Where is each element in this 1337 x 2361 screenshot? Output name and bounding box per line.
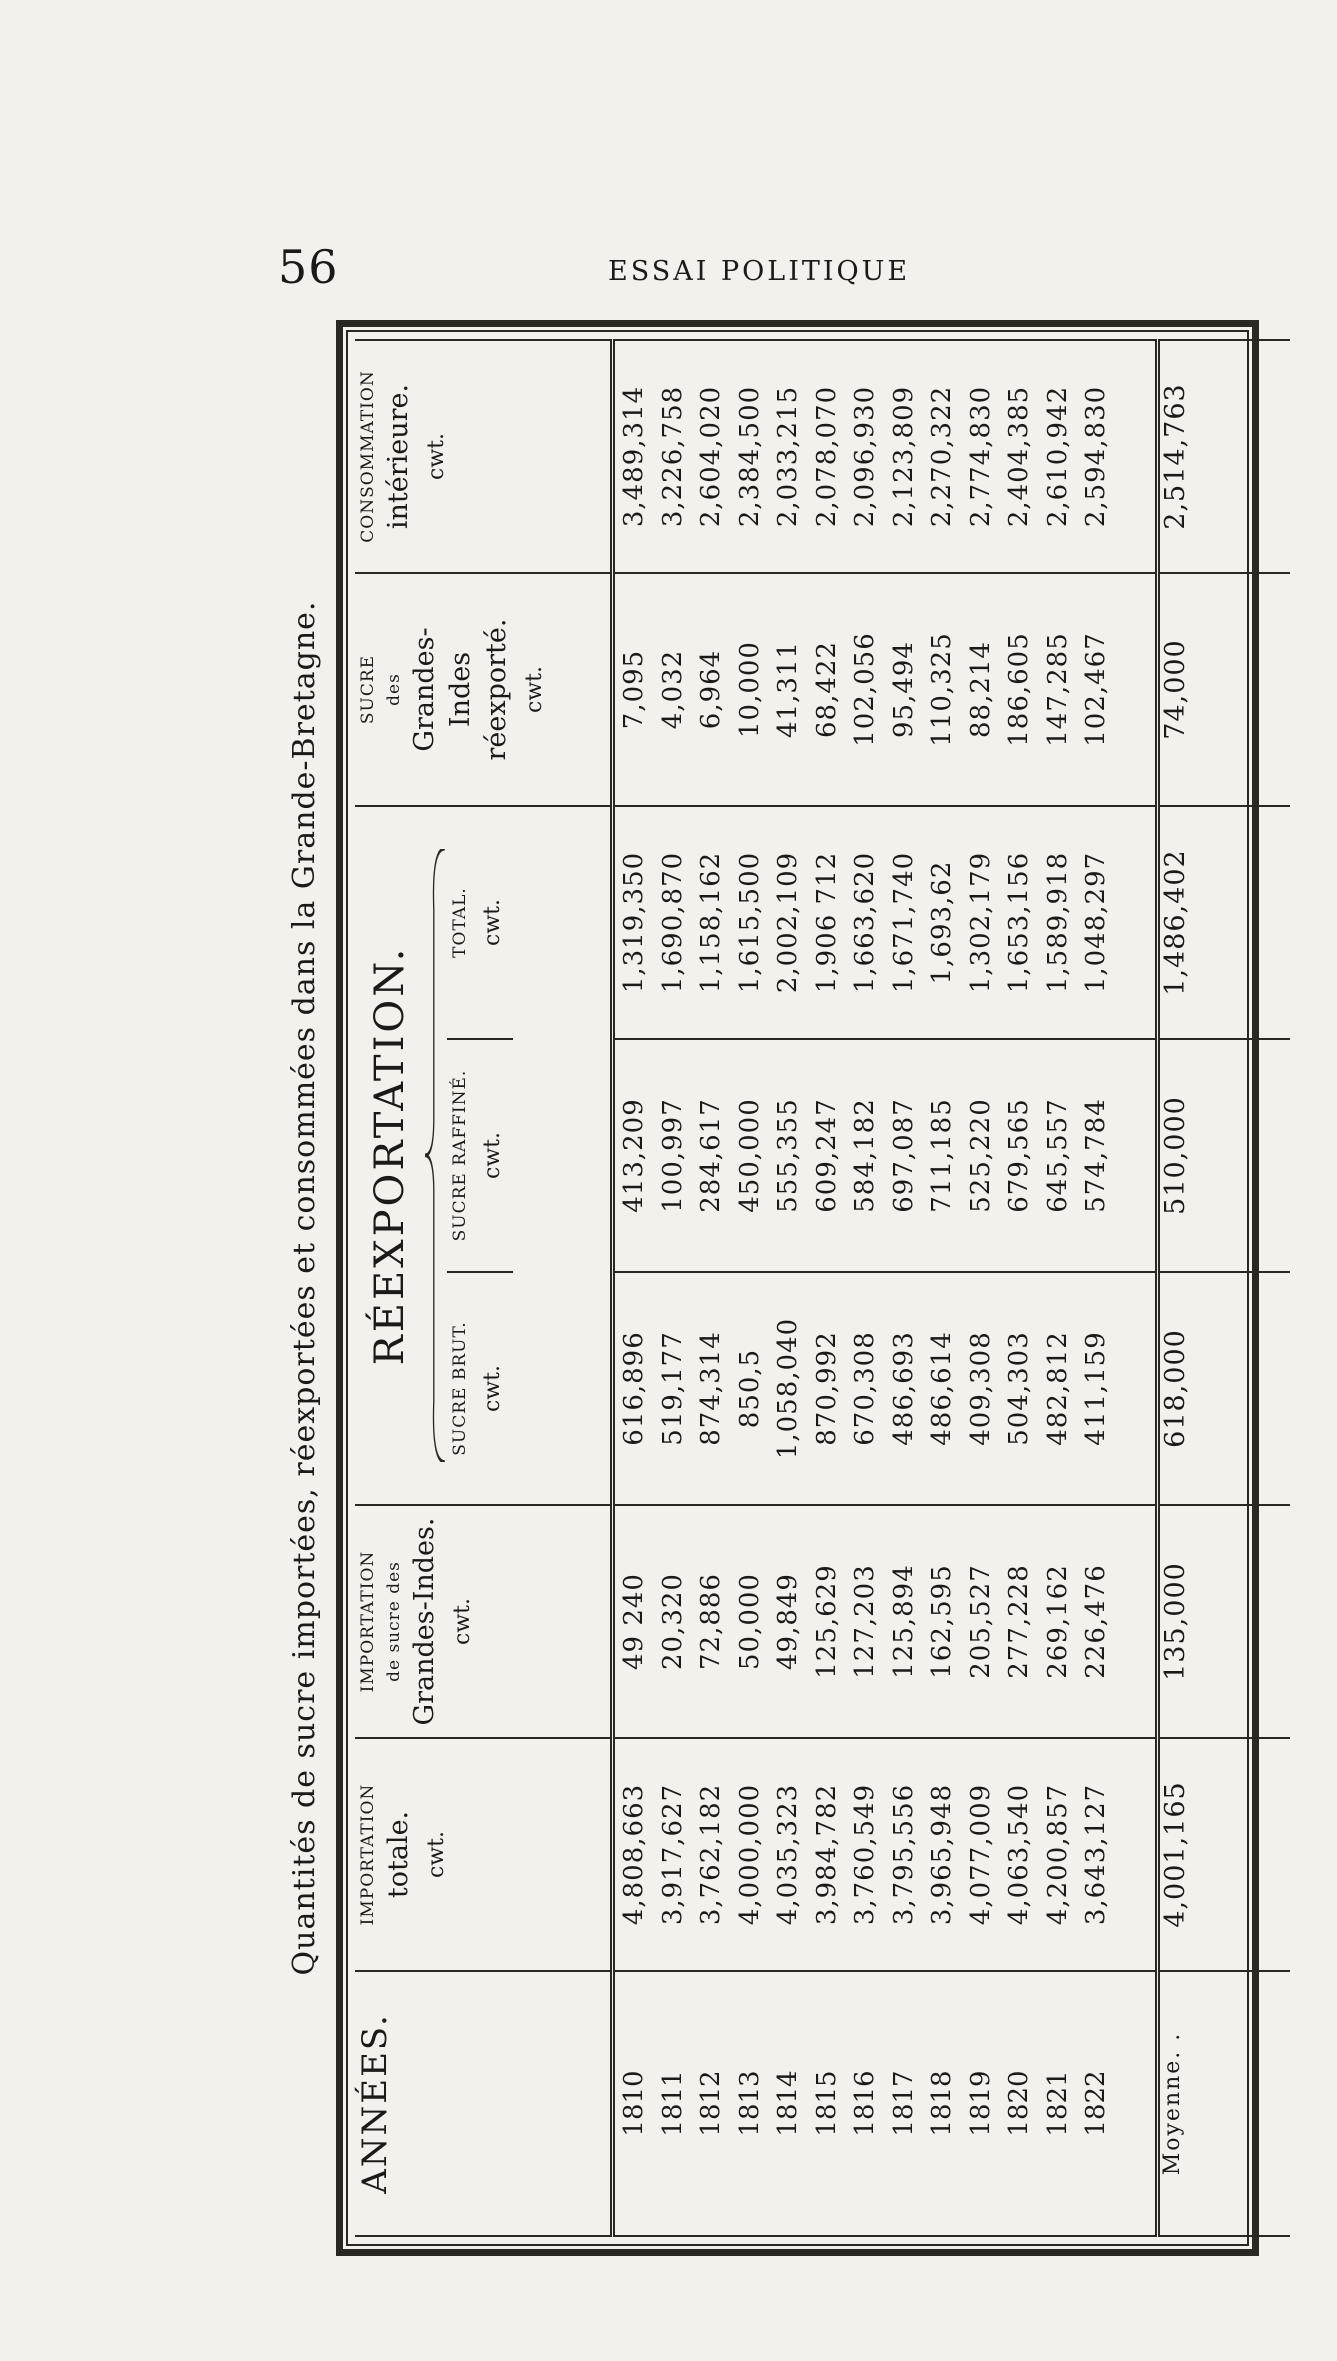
table-cell-value: 4,035,323 (773, 1783, 803, 1926)
table-cell-value: 2,404,385 (1004, 385, 1034, 528)
unit-label: cwt. (522, 666, 547, 713)
table-cell-value: 284,617 (696, 1098, 726, 1213)
avg-value: 510,000 (1160, 1096, 1191, 1215)
import-indes-list (615, 1506, 1116, 1737)
table-cell-value: 4,200,857 (1042, 1783, 1073, 1926)
table-cell-value: 1811 (657, 2070, 688, 2137)
consommation-small: CONSOMMATION (358, 370, 378, 543)
table-cell-value: 411,159 (1081, 1331, 1111, 1446)
table-cell-value: 645,557 (1042, 1098, 1073, 1213)
header-import-totale (355, 1738, 613, 1971)
avg-import-totale (1158, 1738, 1291, 1971)
table-cell-value: 4,032 (657, 649, 688, 730)
table-cell-value: 486,693 (888, 1331, 919, 1446)
table-cell-value: 277,228 (1004, 1564, 1034, 1679)
table-cell-value: 72,886 (696, 1573, 726, 1670)
table-cell-value: 2,774,830 (965, 385, 996, 528)
table-cell-value: 697,087 (888, 1098, 919, 1213)
header-import-indes (355, 1505, 613, 1738)
average-row (1158, 340, 1291, 2236)
table-cell-value: 49,849 (773, 1573, 803, 1670)
table-cell-value: 2,123,809 (888, 385, 919, 528)
table-cell-value: 3,984,782 (811, 1783, 842, 1926)
header-reexportation (355, 806, 613, 1505)
avg-value: 2,514,763 (1160, 383, 1191, 530)
table-cell-value: 7,095 (619, 649, 649, 730)
table-cell-value: 68,422 (811, 641, 842, 738)
table-cell-value: 1,671,740 (888, 851, 919, 994)
sucre-raffine-list (615, 1040, 1116, 1271)
table-cell-value: 49 240 (619, 1573, 649, 1670)
table-cell-value: 519,177 (657, 1331, 688, 1446)
import-indes-cell (613, 1505, 1158, 1738)
table-cell-value: 269,162 (1042, 1564, 1073, 1679)
table-cell-value: 584,182 (850, 1098, 880, 1213)
table-cell-value: 1,653,156 (1004, 851, 1034, 994)
avg-value: 135,000 (1160, 1562, 1191, 1681)
table-cell-value: 3,917,627 (657, 1783, 688, 1926)
table-cell-value: 1819 (965, 2070, 996, 2137)
table-cell-value: 555,355 (773, 1098, 803, 1213)
table-cell-value: 186,605 (1004, 632, 1034, 747)
avg-total (1158, 806, 1291, 1039)
table-cell-value: 1,589,918 (1042, 851, 1073, 994)
table-cell-value: 1,663,620 (850, 851, 880, 994)
annees-label: ANNÉES. (355, 2013, 395, 2194)
table-cell-value: 20,320 (657, 1573, 688, 1670)
unit-label: cwt. (450, 1598, 475, 1645)
table-cell-value: 1,048,297 (1081, 851, 1111, 994)
table-cell-value: 1822 (1081, 2070, 1111, 2137)
table-cell-value: 1817 (888, 2070, 919, 2137)
sucre-raffine-cell (613, 1039, 1158, 1272)
avg-value: 4,001,165 (1160, 1781, 1191, 1928)
avg-label-cell (1158, 1971, 1291, 2236)
table-cell-value: 1814 (773, 2070, 803, 2137)
table-cell-value: 226,476 (1081, 1564, 1111, 1679)
consommation-cell (613, 340, 1158, 573)
table-cell-value: 2,270,322 (927, 385, 957, 528)
table-cell-value: 679,565 (1004, 1098, 1034, 1213)
table-cell-value: 409,308 (965, 1331, 996, 1446)
table-cell-value: 162,595 (927, 1564, 957, 1679)
total-list (615, 807, 1116, 1038)
table-cell-value: 482,812 (1042, 1331, 1073, 1446)
table-cell-value: 41,311 (773, 641, 803, 738)
reexp-indes-small: SUCRE (358, 654, 378, 725)
table-cell-value: 3,489,314 (619, 385, 649, 528)
table-cell-value: 4,063,540 (1004, 1783, 1034, 1926)
avg-value: 618,000 (1160, 1329, 1191, 1448)
table-cell-value: 1820 (1004, 2070, 1034, 2137)
table-cell-value: 2,033,215 (773, 385, 803, 528)
table-cell-value: 609,247 (811, 1098, 842, 1213)
avg-sucre-raffine (1158, 1039, 1291, 1272)
avg-reexp-indes (1158, 573, 1291, 806)
import-totale-big: totale. (383, 1810, 414, 1899)
table-cell-value: 670,308 (850, 1331, 880, 1446)
table-cell-value: 450,000 (734, 1098, 765, 1213)
table-cell-value: 2,604,020 (696, 385, 726, 528)
table-cell-value: 125,629 (811, 1564, 842, 1679)
import-indes-big: Grandes-Indes. (409, 1517, 440, 1726)
table-cell-value: 1,690,870 (657, 851, 688, 994)
table-cell-value: 2,002,109 (773, 851, 803, 994)
avg-value: 74,000 (1160, 639, 1191, 740)
import-totale-cell (613, 1738, 1158, 1971)
avg-value: 1,486,402 (1160, 849, 1191, 996)
table-cell-value: 2,594,830 (1081, 385, 1111, 528)
table-cell-value: 1816 (850, 2070, 880, 2137)
sucre-brut-cell (613, 1272, 1158, 1505)
table-cell-value: 1818 (927, 2070, 957, 2137)
unit-label: cwt. (480, 1365, 505, 1412)
sucre-raffine-label: SUCRE RAFFINÉ. (450, 1069, 470, 1242)
sucre-brut-list (615, 1273, 1116, 1504)
sub-total (447, 807, 513, 1040)
table-cell-value: 525,220 (965, 1098, 996, 1213)
table-cell-value: 100,997 (657, 1098, 688, 1213)
import-totale-small: IMPORTATION (358, 1783, 378, 1926)
consommation-list (615, 341, 1116, 572)
avg-consommation (1158, 340, 1291, 573)
total-cell (613, 806, 1158, 1039)
table-cell-value: 10,000 (734, 641, 765, 738)
table-cell-value: 102,467 (1081, 632, 1111, 747)
table-cell-value: 102,056 (850, 632, 880, 747)
reexp-indes-big3: réexporté. (481, 618, 512, 761)
table-cell-value: 504,303 (1004, 1331, 1034, 1446)
running-head: ESSAI POLITIQUE (608, 256, 911, 287)
reexp-indes-list (615, 574, 1116, 805)
sub-sucre-brut (447, 1273, 513, 1504)
table-cell-value: 2,096,930 (850, 385, 880, 528)
unit-label: cwt. (480, 1132, 505, 1179)
import-indes-small: IMPORTATION (358, 1550, 378, 1693)
brace-icon (425, 849, 447, 1462)
table-cell-value: 874,314 (696, 1331, 726, 1446)
table-cell-value: 1815 (811, 2070, 842, 2137)
unit-label: cwt. (424, 1831, 449, 1878)
sugar-table (355, 339, 1290, 2237)
table-cell-value: 1,058,040 (773, 1317, 803, 1460)
table-cell-value: 4,077,009 (965, 1783, 996, 1926)
unit-label: cwt. (424, 433, 449, 480)
table-cell-value: 2,078,070 (811, 385, 842, 528)
reexp-indes-mid: des (384, 673, 404, 706)
table-cell-value: 6,964 (696, 649, 726, 730)
header-reexp-indes (355, 573, 613, 806)
table-cell-value: 4,808,663 (619, 1783, 649, 1926)
sub-sucre-raffine (447, 1040, 513, 1273)
years-cell (613, 1971, 1158, 2236)
table-cell-value: 870,992 (811, 1331, 842, 1446)
table-cell-value: 4,000,000 (734, 1783, 765, 1926)
table-cell-value: 1813 (734, 2070, 765, 2137)
consommation-big: intérieure. (383, 383, 414, 530)
table-cell-value: 574,784 (1081, 1098, 1111, 1213)
table-cell-value: 711,185 (927, 1098, 957, 1213)
table-cell-value: 1,158,162 (696, 851, 726, 994)
import-indes-mid: de sucre des (384, 1561, 404, 1682)
table-cell-value: 3,760,549 (850, 1783, 880, 1926)
table-cell-value: 1812 (696, 2070, 726, 2137)
table-cell-value: 3,226,758 (657, 385, 688, 528)
average-label: Moyenne. . (1160, 2031, 1185, 2176)
table-cell-value: 3,643,127 (1081, 1783, 1111, 1926)
avg-sucre-brut (1158, 1272, 1291, 1505)
years-list (615, 1972, 1116, 2235)
table-cell-value: 110,325 (927, 632, 957, 747)
table-cell-value: 3,965,948 (927, 1783, 957, 1926)
unit-label: cwt. (480, 899, 505, 946)
table-cell-value: 1821 (1042, 2070, 1073, 2137)
data-row (613, 340, 1158, 2236)
table-cell-value: 3,795,556 (888, 1783, 919, 1926)
table-cell-value: 205,527 (965, 1564, 996, 1679)
table-cell-value: 2,384,500 (734, 385, 765, 528)
table-cell-value: 1,319,350 (619, 851, 649, 994)
reexportation-subheaders (447, 807, 513, 1504)
table-cell-value: 1,693,62 (927, 860, 957, 985)
table-cell-value: 3,762,182 (696, 1783, 726, 1926)
table-cell-value: 127,203 (850, 1564, 880, 1679)
table-cell-value: 616,896 (619, 1331, 649, 1446)
reexp-indes-cell (613, 573, 1158, 806)
table-cell-value: 95,494 (888, 641, 919, 738)
table-cell-value: 88,214 (965, 641, 996, 738)
reexp-indes-big1: Grandes- (409, 627, 440, 752)
table-frame (336, 320, 1259, 2256)
table-cell-value: 1,302,179 (965, 851, 996, 994)
table-cell-value: 147,285 (1042, 632, 1073, 747)
sucre-brut-label: SUCRE BRUT. (450, 1321, 470, 1456)
table-cell-value: 50,000 (734, 1573, 765, 1670)
header-row (355, 340, 613, 2236)
header-annees (355, 1971, 613, 2236)
table-cell-value: 413,209 (619, 1098, 649, 1213)
rotated-table-block (274, 320, 1259, 2256)
table-cell-value: 1810 (619, 2070, 649, 2137)
table-cell-value: 1,906 712 (811, 851, 842, 994)
import-totale-list (615, 1739, 1116, 1970)
table-cell-value: 2,610,942 (1042, 385, 1073, 528)
page-number: 56 (278, 240, 339, 294)
table-cell-value: 125,894 (888, 1564, 919, 1679)
table-cell-value: 850,5 (734, 1348, 765, 1429)
table-cell-value: 1,615,500 (734, 851, 765, 994)
reexportation-title: RÉEXPORTATION. (367, 945, 413, 1366)
table-caption: Quantités de sucre importées, réexportées et consommées dans la Grande-Bretagne. (287, 600, 322, 1976)
header-consommation (355, 340, 613, 573)
total-label: TOTAL. (450, 887, 470, 958)
table-cell-value: 486,614 (927, 1331, 957, 1446)
reexp-indes-big2: Indes (445, 651, 476, 728)
avg-import-indes (1158, 1505, 1291, 1738)
